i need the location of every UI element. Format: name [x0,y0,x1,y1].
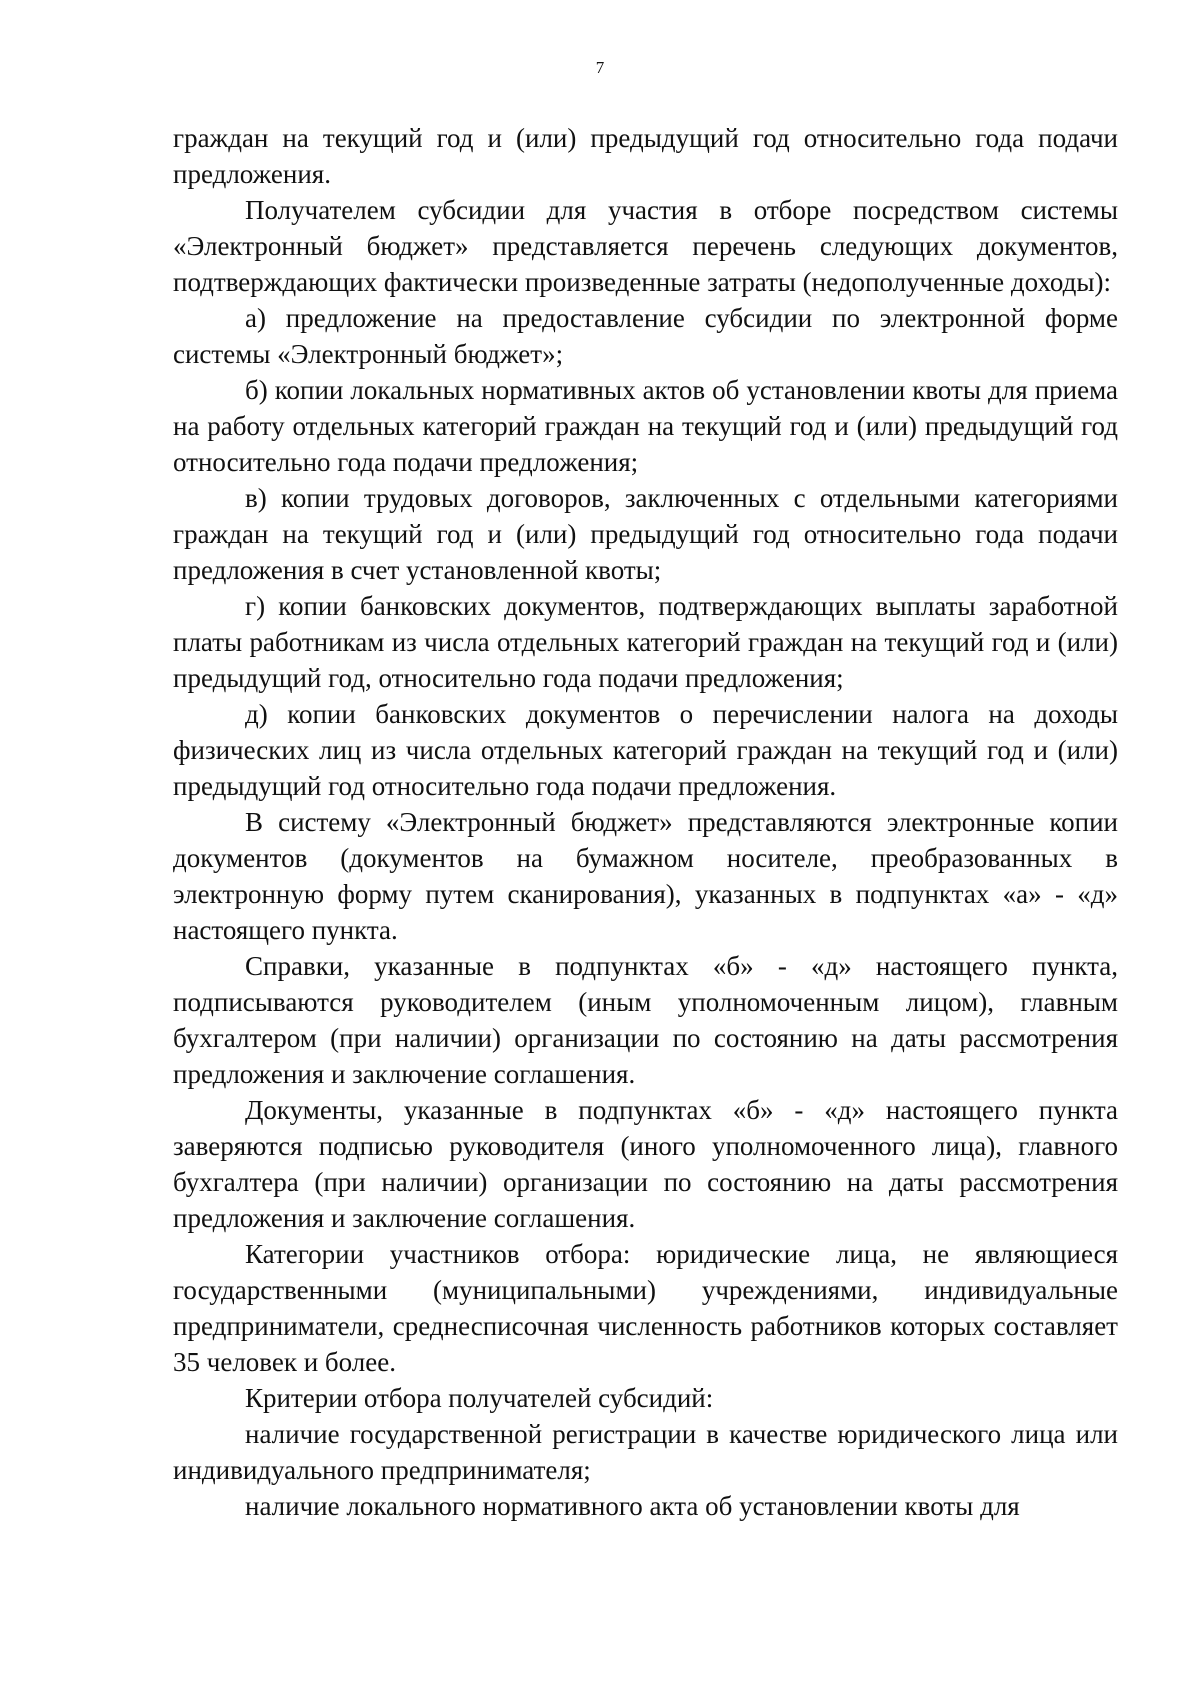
paragraph-item-d: д) копии банковских документов о перечислении налога на доходы физических лиц из числа отдельных категорий граждан на текущий год и (или) предыдущий год относительно года подачи предложения. [173,699,1118,801]
paragraph-electronic-copies: В систему «Электронный бюджет» представляются электронные копии документов (документов на бумажном носителе, преобразованных в электронную форму путем сканирования), указанных в подпунктах «а» - «д» настоящего пункта. [173,807,1118,945]
body-text [173,120,1118,1524]
paragraph-criterion-quota-act: наличие локального нормативного акта об установлении квоты для [245,1491,1020,1521]
paragraph-item-b: б) копии локальных нормативных актов об установлении квоты для приема на работу отдельных категорий граждан на текущий год и (или) предыдущий год относительно года подачи предложения; [173,375,1118,477]
paragraph-participant-categories: Категории участников отбора: юридические лица, не являющиеся государственными (муниципальными) учреждениями, индивидуальные предприниматели, среднесписочная численность работников которых составляет 35 человек и более. [173,1239,1118,1377]
paragraph-item-a: а) предложение на предоставление субсидии по электронной форме системы «Электронный бюджет»; [173,303,1118,369]
page-number: 7 [595,58,605,77]
paragraph-certificates-signed: Справки, указанные в подпунктах «б» - «д» настоящего пункта, подписываются руководителем (иным уполномоченным лицом), главным бухгалтером (при наличии) организации по состоянию на даты рассмотрения предложения и заключение соглашения. [173,951,1118,1089]
paragraph-documents-certified: Документы, указанные в подпунктах «б» - «д» настоящего пункта заверяются подписью руководителя (иного уполномоченного лица), главного бухгалтера (при наличии) организации по состоянию на даты рассмотрения предложения и заключение соглашения. [173,1095,1118,1233]
paragraph-item-g: г) копии банковских документов, подтверждающих выплаты заработной платы работникам из числа отдельных категорий граждан на текущий год и (или) предыдущий год, относительно года подачи предложения; [173,591,1118,693]
paragraph-item-v: в) копии трудовых договоров, заключенных с отдельными категориями граждан на текущий год и (или) предыдущий год относительно года подачи предложения в счет установленной квоты; [173,483,1118,585]
paragraph-recipient-documents: Получателем субсидии для участия в отборе посредством системы «Электронный бюджет» представляется перечень следующих документов, подтверждающих фактически произведенные затраты (недополученные доходы): [173,195,1118,297]
paragraph-criterion-registration: наличие государственной регистрации в качестве юридического лица или индивидуального предпринимателя; [173,1419,1118,1485]
paragraph-continuation: граждан на текущий год и (или) предыдущий год относительно года подачи предложения. [173,123,1118,189]
paragraph-selection-criteria: Критерии отбора получателей субсидий: [245,1383,714,1413]
